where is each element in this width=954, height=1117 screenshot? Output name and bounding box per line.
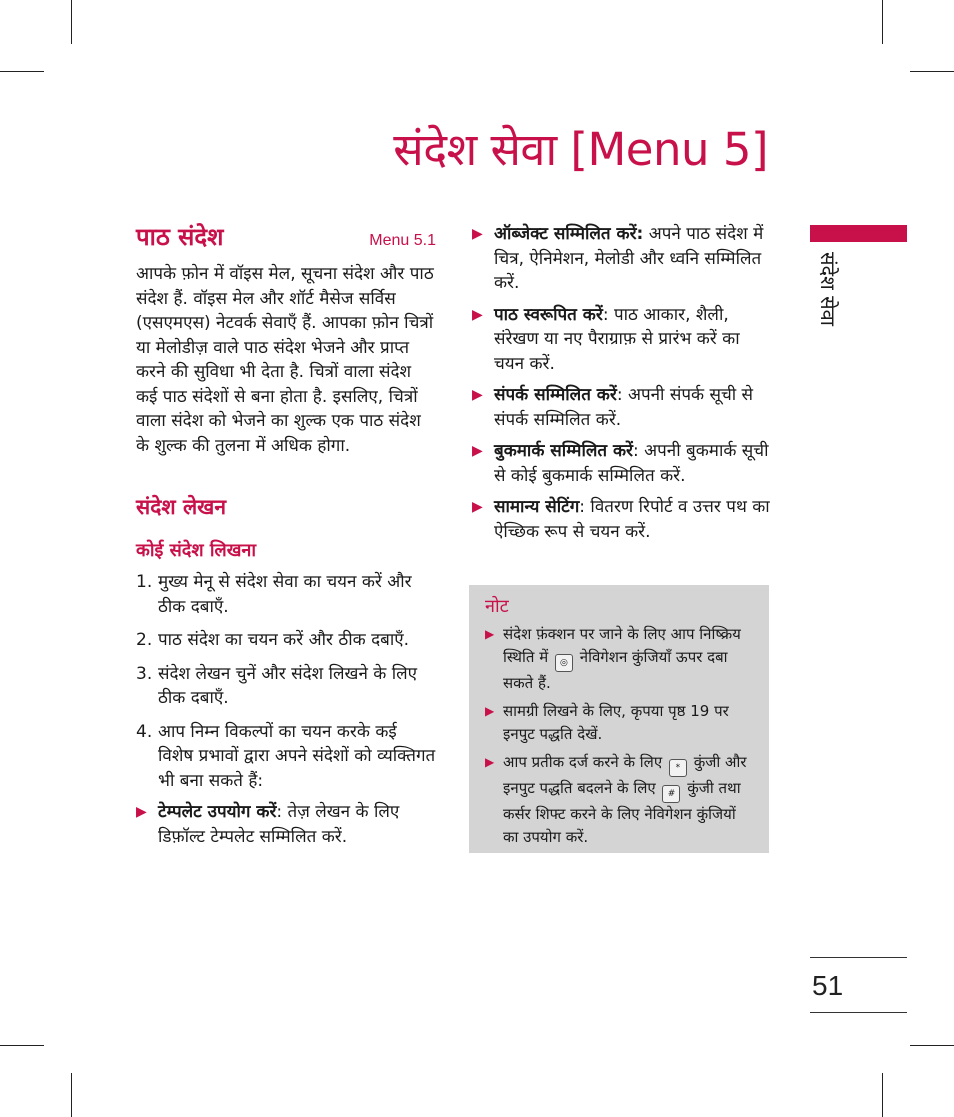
crop-mark: [0, 1045, 44, 1046]
nav-key-icon: ◎: [555, 654, 573, 672]
bullet-bold: बुकमार्क सम्मिलित करें: [494, 441, 633, 461]
steps-list: [136, 570, 436, 793]
triangle-bullet-icon: ▶: [472, 226, 483, 242]
bullet-rest: : अपनी संपर्क सूची से संपर्क सम्मिलित करें.: [494, 385, 754, 430]
option-bullet: [472, 222, 770, 296]
bullet-text: [494, 439, 770, 488]
intro-paragraph: आपके फ़ोन में वॉइस मेल, सूचना संदेश और पाठ संदेश हैं. वॉइस मेल और शॉर्ट मैसेज सर्विस (एसएमएस) नेटवर्क सेवाएँ हैं. आपका फ़ोन चित्रों या मेलोडीज़ वाले पाठ संदेश भेजने और प्राप्त करने की सुविधा भी देता है. चित्रों वाला संदेश कई पाठ संदेशों से बना होता है. इसलिए, चित्रों वाला संदेश को भेजने का शुल्क एक पाठ संदेश के शुल्क की तुलना में अधिक होगा.: [136, 264, 434, 456]
note-item: [485, 700, 755, 745]
step-text: पाठ संदेश का चयन करें और ठीक दबाएँ.: [158, 630, 410, 650]
crop-mark: [910, 1045, 954, 1046]
option-bullet: [472, 495, 770, 544]
side-tab-label: संदेश सेवा: [816, 252, 840, 326]
list-item: [136, 662, 436, 711]
bullet-text: [494, 383, 770, 432]
note-text: सामग्री लिखने के लिए, कृपया पृष्ठ 19 पर इनपुट पद्धति देखें.: [503, 702, 729, 743]
triangle-bullet-icon: ▶: [472, 443, 483, 459]
page-number-rule: [810, 1012, 907, 1013]
bullet-rest: अपने पाठ संदेश में चित्र, ऐनिमेशन, मेलोडी और ध्वनि सम्मिलित करें.: [494, 224, 764, 293]
step-text: मुख्य मेनू से संदेश सेवा का चयन करें और ठीक दबाएँ.: [158, 572, 412, 617]
bullet-bold: सामान्य सेटिंग: [494, 497, 580, 517]
middle-column: [472, 222, 770, 551]
bullet-text: [158, 800, 436, 849]
note-text-before: संदेश फ़ंक्शन पर जाने के लिए आप निष्क्रिय स्थिति में: [503, 625, 741, 666]
note-text-after: नेविगेशन कुंजियाँ ऊपर दबा सकते हैं.: [503, 647, 728, 692]
sub-sub-heading: कोई संदेश लिखना: [136, 540, 257, 561]
triangle-bullet-icon: ▶: [485, 627, 495, 641]
bullet-rest: : तेज़ लेखन के लिए डिफ़ॉल्ट टेम्पलेट सम्मिलित करें.: [158, 802, 400, 847]
crop-mark: [0, 71, 44, 72]
note-text-after: कुंजी तथा कर्सर शिफ्ट करने के लिए नेविगेशन कुंजियों का उपयोग करें.: [503, 779, 741, 846]
triangle-bullet-icon: ▶: [485, 704, 495, 718]
page-title: संदेश सेवा [Menu 5]: [393, 123, 768, 176]
option-bullet: [472, 439, 770, 488]
sub-heading: संदेश लेखन: [136, 495, 227, 519]
option-bullet: [472, 303, 770, 377]
crop-mark: [71, 0, 72, 44]
section-heading: पाठ संदेश: [136, 223, 224, 251]
option-bullet: [136, 800, 436, 849]
crop-mark: [910, 71, 954, 72]
triangle-bullet-icon: ▶: [472, 499, 483, 515]
step-text: आप निम्न विकल्पों का चयन करके कई विशेष प्रभावों द्वारा अपने संदेशों को व्यक्तिगत भी बना सकते हैं:: [158, 721, 436, 791]
triangle-bullet-icon: ▶: [472, 306, 483, 323]
bullet-rest: : पाठ आकार, शैली, संरेखण या नए पैराग्राफ़ से प्रारंभ करें का चयन करें.: [494, 304, 740, 374]
hash-key-icon: #: [662, 785, 680, 803]
crop-mark: [882, 0, 883, 44]
option-bullet: [472, 383, 770, 432]
bullet-text: [494, 222, 770, 296]
list-item: [136, 628, 436, 653]
side-tab-bar: [810, 225, 907, 242]
note-box: [469, 585, 769, 853]
bullet-bold: पाठ स्वरूपित करें: [494, 304, 603, 325]
note-item: [485, 623, 755, 694]
menu-reference: Menu 5.1: [369, 232, 436, 249]
bullet-bold: संपर्क सम्मिलित करें: [494, 385, 617, 405]
note-text-middle: कुंजी और इनपुट पद्धति बदलने के लिए: [503, 753, 747, 797]
step-number: 1.: [136, 572, 153, 592]
bullet-bold: टेम्पलेट उपयोग करें: [158, 802, 277, 822]
bullet-text: [494, 303, 770, 377]
bullet-rest: : वितरण रिपोर्ट व उत्तर पथ का ऐच्छिक रूप से चयन करें.: [494, 497, 770, 542]
page-number: 51: [812, 970, 844, 1001]
bullet-bold: ऑब्जेक्ट सम्मिलित करें:: [494, 224, 644, 244]
left-column: [136, 222, 436, 856]
step-number: 3.: [136, 663, 153, 684]
note-text: [503, 751, 755, 848]
symbol-key-icon: *: [669, 759, 687, 777]
note-text: [503, 623, 755, 694]
bullet-text: [494, 495, 770, 544]
triangle-bullet-icon: ▶: [472, 387, 483, 403]
page-number-rule: [810, 957, 907, 958]
note-text-before: आप प्रतीक दर्ज करने के लिए: [503, 753, 663, 771]
list-item: [136, 720, 436, 794]
step-text: संदेश लेखन चुनें और संदेश लिखने के लिए ठीक दबाएँ.: [158, 663, 418, 708]
crop-mark: [71, 1073, 72, 1117]
bullet-rest: : अपनी बुकमार्क सूची से कोई बुकमार्क सम्मिलित करें.: [494, 441, 769, 486]
step-number: 4.: [136, 721, 153, 742]
crop-mark: [882, 1073, 883, 1117]
note-item: [485, 751, 755, 848]
triangle-bullet-icon: ▶: [136, 804, 147, 820]
note-title: नोट: [485, 596, 509, 617]
step-number: 2.: [136, 630, 153, 650]
list-item: [136, 570, 436, 619]
section-heading-row: [136, 222, 436, 252]
triangle-bullet-icon: ▶: [485, 755, 495, 769]
